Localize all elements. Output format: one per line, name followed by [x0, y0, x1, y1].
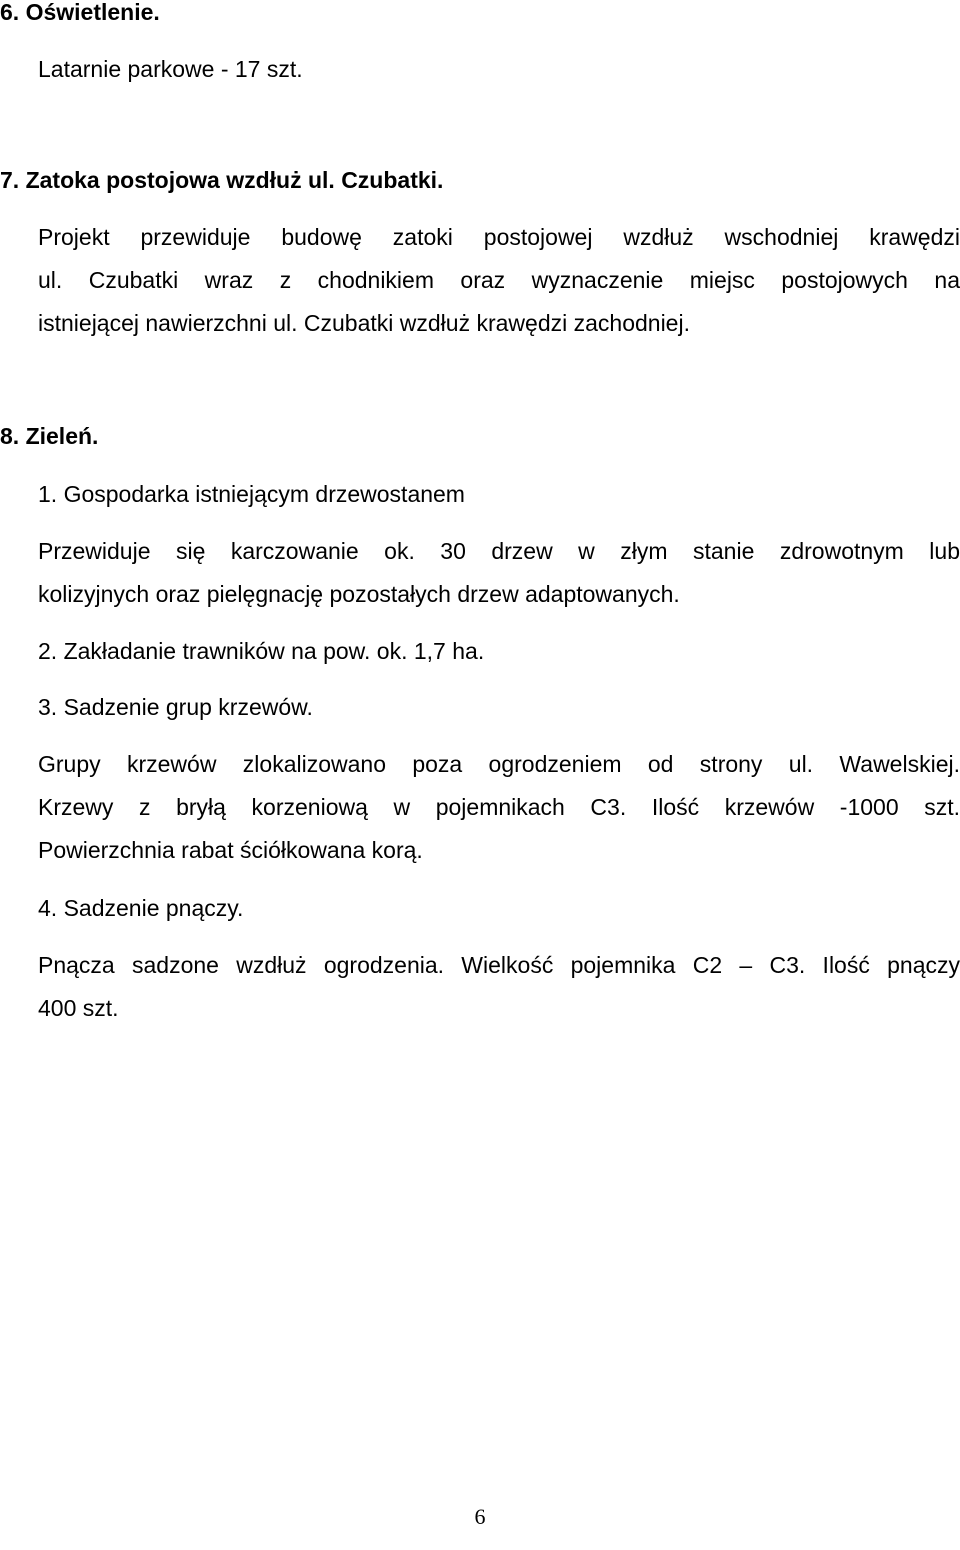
parking-bay-text-line-3: istniejącej nawierzchni ul. Czubatki wzdłuż krawędzi zachodniej. [38, 310, 690, 336]
greenery-item-title-1: 1. Gospodarka istniejącym drzewostanem [38, 481, 465, 507]
greenery-item-1-text-line-1: Przewiduje się karczowanie ok. 30 drzew w złym stanie zdrowotnym lub [38, 538, 960, 564]
greenery-item-4-text-line-2: 400 szt. [38, 995, 119, 1021]
section-heading-parking-bay: 7. Zatoka postojowa wzdłuż ul. Czubatki. [0, 167, 444, 193]
greenery-item-title-4: 4. Sadzenie pnączy. [38, 895, 244, 921]
greenery-item-title-3: 3. Sadzenie grup krzewów. [38, 694, 313, 720]
greenery-item-title-2: 2. Zakładanie trawników na pow. ok. 1,7 ha. [38, 638, 485, 664]
section-heading-lighting: 6. Oświetlenie. [0, 0, 160, 25]
parking-bay-text-line-1: Projekt przewiduje budowę zatoki postojowej wzdłuż wschodniej krawędzi [38, 224, 960, 250]
greenery-item-3-text-line-2: Krzewy z bryłą korzeniową w pojemnikach C3. Ilość krzewów -1000 szt. [38, 794, 960, 820]
page-number: 6 [474, 1504, 486, 1529]
parking-bay-text-line-2: ul. Czubatki wraz z chodnikiem oraz wyznaczenie miejsc postojowych na [38, 267, 960, 293]
section-heading-greenery: 8. Zieleń. [0, 423, 99, 449]
greenery-item-3-text-line-1: Grupy krzewów zlokalizowano poza ogrodzeniem od strony ul. Wawelskiej. [38, 751, 960, 777]
lighting-text-line: Latarnie parkowe - 17 szt. [38, 56, 303, 82]
greenery-item-1-text-line-2: kolizyjnych oraz pielęgnację pozostałych drzew adaptowanych. [38, 581, 680, 607]
greenery-item-4-text-line-1: Pnącza sadzone wzdłuż ogrodzenia. Wielkość pojemnika C2 – C3. Ilość pnączy [38, 952, 960, 978]
greenery-item-3-text-line-3: Powierzchnia rabat ściółkowana korą. [38, 837, 423, 863]
